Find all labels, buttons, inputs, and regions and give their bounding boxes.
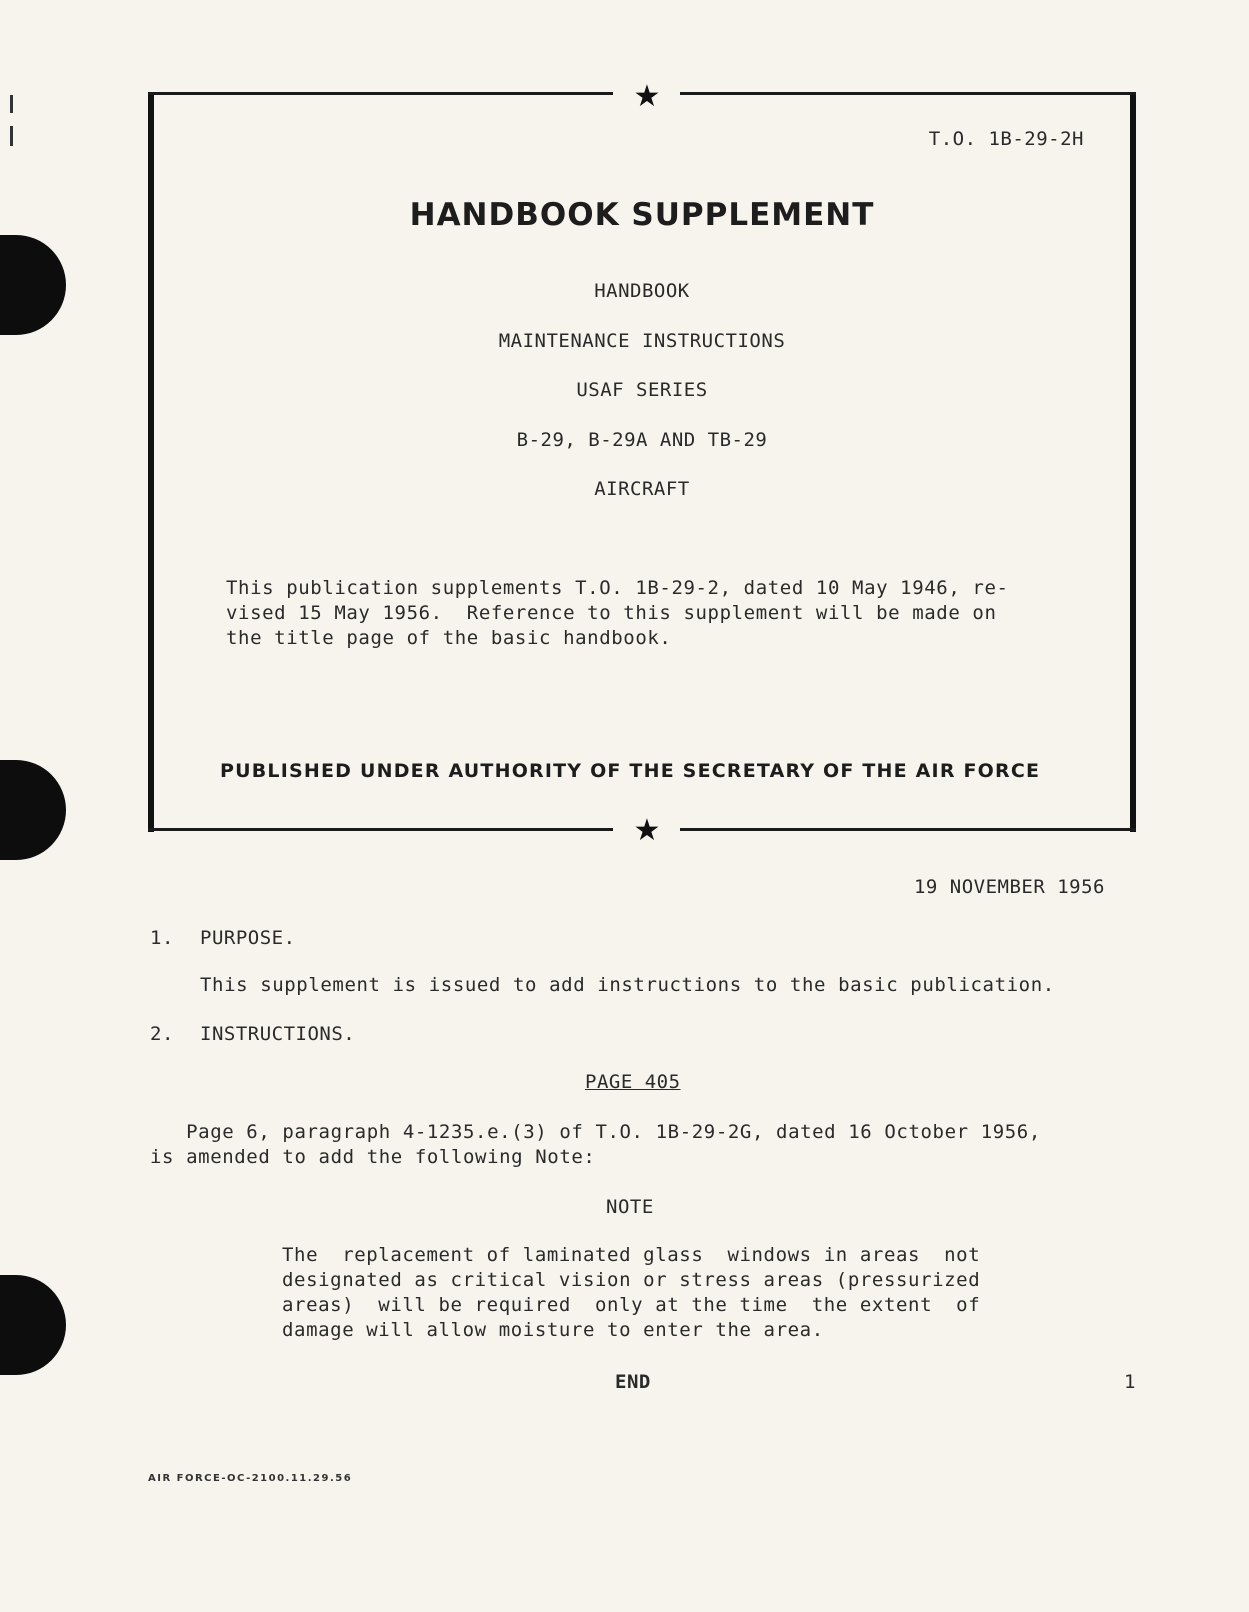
box-bottom-rule-right: [680, 828, 1136, 831]
header-line: USAF SERIES: [576, 379, 708, 401]
footer-printing-code: AIR FORCE-OC-2100.11.29.56: [148, 1473, 353, 1484]
note-label: NOTE: [606, 1196, 654, 1218]
box-top-rule-right: [680, 92, 1136, 95]
box-bottom-rule-left: [148, 828, 613, 831]
section-text: This supplement is issued to add instructions to the basic publication.: [200, 974, 1055, 996]
header-line: HANDBOOK: [594, 280, 690, 302]
star-icon: ★: [633, 79, 661, 114]
supplement-text-line: This publication supplements T.O. 1B-29-2, dated 10 May 1946, re-: [226, 577, 1009, 599]
section-heading: PURPOSE.: [200, 927, 296, 949]
supplement-text-line: the title page of the basic handbook.: [226, 627, 672, 649]
page-reference: PAGE 405: [585, 1071, 681, 1093]
section-number: 1.: [150, 927, 174, 949]
note-line: damage will allow moisture to enter the area.: [282, 1319, 824, 1341]
margin-mark: [10, 126, 13, 146]
binder-hole: [0, 1275, 66, 1375]
star-icon: ★: [633, 813, 661, 848]
section-number: 2.: [150, 1023, 174, 1045]
box-top-rule-left: [148, 92, 613, 95]
header-line: MAINTENANCE INSTRUCTIONS: [498, 330, 786, 352]
supplement-text-line: vised 15 May 1956. Reference to this supplement will be made on: [226, 602, 997, 624]
amendment-line: Page 6, paragraph 4-1235.e.(3) of T.O. 1B-29-2G, dated 16 October 1956,: [150, 1121, 1041, 1143]
section-heading: INSTRUCTIONS.: [200, 1023, 356, 1045]
note-line: The replacement of laminated glass windows in areas not: [282, 1244, 981, 1266]
header-line: B-29, B-29A AND TB-29: [516, 429, 768, 451]
issue-date: 19 NOVEMBER 1956: [913, 876, 1105, 898]
note-line: designated as critical vision or stress areas (pressurized: [282, 1269, 981, 1291]
page-title: HANDBOOK SUPPLEMENT: [409, 197, 875, 233]
header-line: AIRCRAFT: [594, 478, 690, 500]
authority-statement: PUBLISHED UNDER AUTHORITY OF THE SECRETARY OF THE AIR FORCE: [220, 760, 1041, 782]
amendment-line: is amended to add the following Note:: [150, 1146, 596, 1168]
margin-mark: [10, 95, 13, 113]
page-number: 1: [1124, 1371, 1136, 1393]
note-line: areas) will be required only at the time the extent of: [282, 1294, 981, 1316]
binder-hole: [0, 760, 66, 860]
binder-hole: [0, 235, 66, 335]
document-number: T.O. 1B-29-2H: [928, 128, 1084, 150]
end-label: END: [615, 1371, 651, 1393]
